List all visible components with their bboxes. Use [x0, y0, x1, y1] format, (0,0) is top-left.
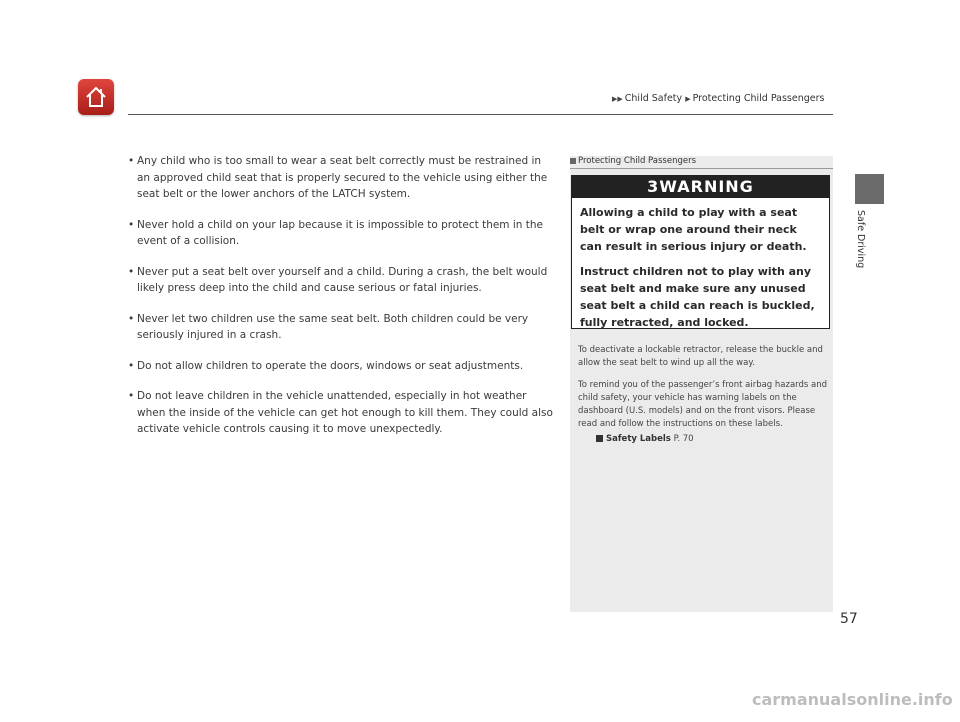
list-item: • Do not leave children in the vehicle unattended, especially in hot weather when the inside of the vehicle can get hot enough to kill them. They could also activate vehicle controls causing it to move unexpectedly.: [128, 390, 553, 435]
list-item: • Do not allow children to operate the doors, windows or seat adjustments.: [128, 359, 524, 372]
header-divider: [128, 114, 833, 115]
warning-text: Allowing a child to play with a seat belt or wrap one around their neck can result in serious injury or death.: [580, 206, 807, 253]
xref-page: P. 70: [673, 434, 694, 444]
home-button[interactable]: [78, 79, 114, 115]
sidebar-title: Protecting Child Passengers: [570, 156, 833, 169]
warning-text: Instruct children not to play with any seat belt and make sure any unused seat belt a child can reach is buckled, fully retracted, and locked.: [580, 265, 815, 329]
section-tab-label: Safe Driving: [855, 210, 866, 269]
sidebar-notes: [578, 344, 828, 446]
section-tab[interactable]: [855, 174, 884, 204]
breadcrumb-child-safety[interactable]: Child Safety: [624, 93, 683, 104]
list-item: • Never hold a child on your lap because it is impossible to protect them in the event of a collision.: [128, 218, 544, 247]
breadcrumb: [612, 93, 824, 104]
cross-reference-link[interactable]: [596, 433, 828, 446]
safety-bullet-list: [128, 153, 556, 452]
xref-arrow-icon: [596, 435, 603, 442]
page-number: 57: [840, 611, 858, 627]
sidebar-note: To remind you of the passenger’s front airbag hazards and child safety, your vehicle has warning labels on the dashboard (U.S. models) and on the front visors. Please read and follow the instructions on these labels.: [578, 380, 828, 429]
list-item: • Never let two children use the same seat belt. Both children could be very seriously injured in a crash.: [128, 312, 529, 341]
xref-title[interactable]: Safety Labels: [606, 434, 671, 444]
home-icon: [84, 85, 108, 109]
arrow-icon: ▶: [685, 95, 691, 103]
sidebar-note: To deactivate a lockable retractor, release the buckle and allow the seat belt to wind up all the way.: [578, 345, 823, 368]
arrow-icon: ▶▶: [612, 95, 623, 103]
list-item: • Never put a seat belt over yourself and a child. During a crash, the belt would likely press deep into the child and cause serious or fatal injuries.: [128, 265, 548, 294]
warning-box: [571, 175, 830, 329]
list-item: • Any child who is too small to wear a seat belt correctly must be restrained in an approved child seat that is properly secured to the vehicle using either the seat belt or the lower anchors of the LATCH system.: [128, 155, 548, 200]
warning-heading: 3WARNING: [572, 176, 829, 198]
sidebar-marker-icon: [570, 158, 576, 164]
watermark: carmanualsonline.info: [752, 690, 953, 709]
breadcrumb-protecting-child-passengers[interactable]: Protecting Child Passengers: [692, 93, 825, 104]
